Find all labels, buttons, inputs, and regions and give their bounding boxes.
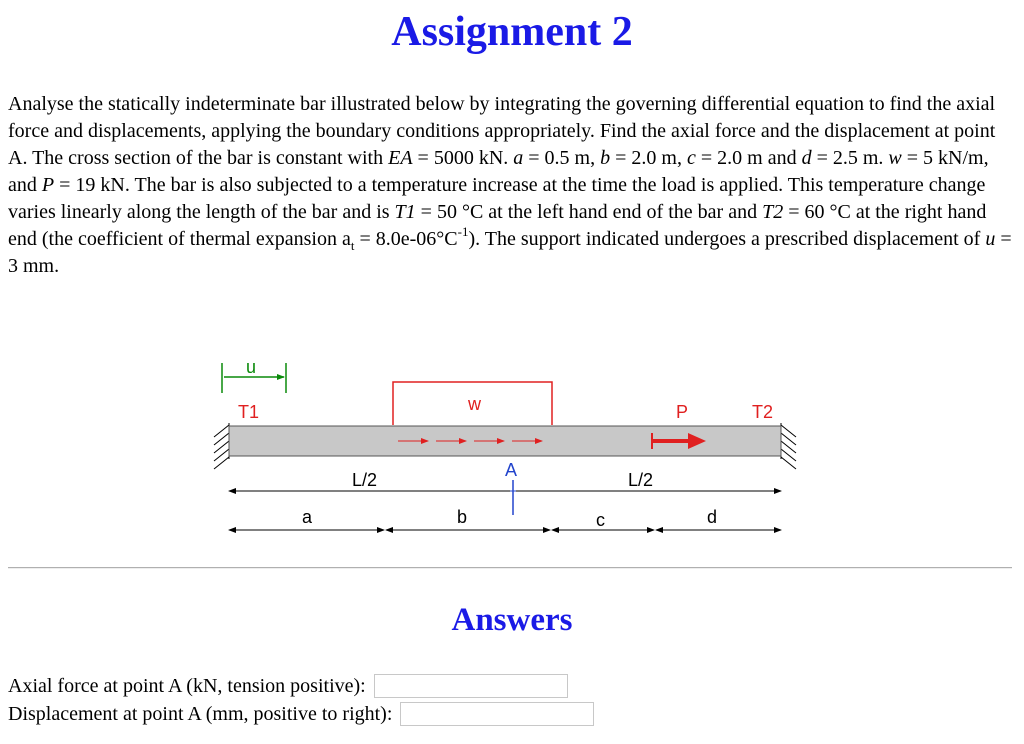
section-divider	[8, 567, 1012, 569]
displacement-row	[8, 701, 594, 727]
t1-label: T1	[238, 402, 260, 422]
point-a-marker	[505, 460, 521, 515]
point-a-label: A	[505, 460, 518, 480]
problem-statement: Analyse the statically indeterminate bar illustrated below by integrating the governing differential equation to find the axial force and displacements, applying the boundary conditions appropriately. Find the axial force and the displacement at point A. The cross section of the bar is constant with EA = 5000 kN. a = 0.5 m, b = 2.0 m, c = 2.0 m and d = 2.5 m. w = 5 kN/m, and P = 19 kN. The bar is also subjected to a temperature increase at the time the load is applied. This temperature change varies linearly along the length of the bar and is T1 = 50 °C at the left hand end of the bar and T2 = 60 °C at the right hand end (the coefficient of thermal expansion $a_t = 8.0e-06^\circ C^{-1}$). The support indicated undergoes a prescribed displacement of u = 3 mm.	[8, 93, 1012, 277]
page-title: Assignment 2	[391, 9, 633, 55]
right-wall-support	[781, 423, 796, 469]
segment-b-label: b	[457, 507, 468, 527]
u-label: u	[246, 357, 257, 377]
half-right-label: L/2	[628, 470, 654, 490]
displacement-label: Displacement at point A (mm, positive to right):	[8, 703, 393, 725]
segment-c-label: c	[596, 510, 605, 530]
w-label: w	[468, 394, 481, 414]
segment-a-label: a	[302, 507, 313, 527]
axial-force-row	[8, 673, 568, 699]
distributed-load-w	[393, 382, 552, 425]
t2-label: T2	[752, 402, 774, 422]
p-label: P	[676, 402, 689, 422]
segment-d-label: d	[707, 507, 718, 527]
half-left-label: L/2	[352, 470, 378, 490]
axial-force-input[interactable]	[374, 674, 568, 698]
displacement-input[interactable]	[400, 702, 594, 726]
answers-heading: Answers	[451, 602, 573, 638]
bar-diagram	[200, 355, 810, 550]
axial-force-label: Axial force at point A (kN, tension positive):	[8, 675, 366, 697]
left-wall-support	[214, 423, 229, 469]
prescribed-displacement-marker	[222, 357, 286, 393]
